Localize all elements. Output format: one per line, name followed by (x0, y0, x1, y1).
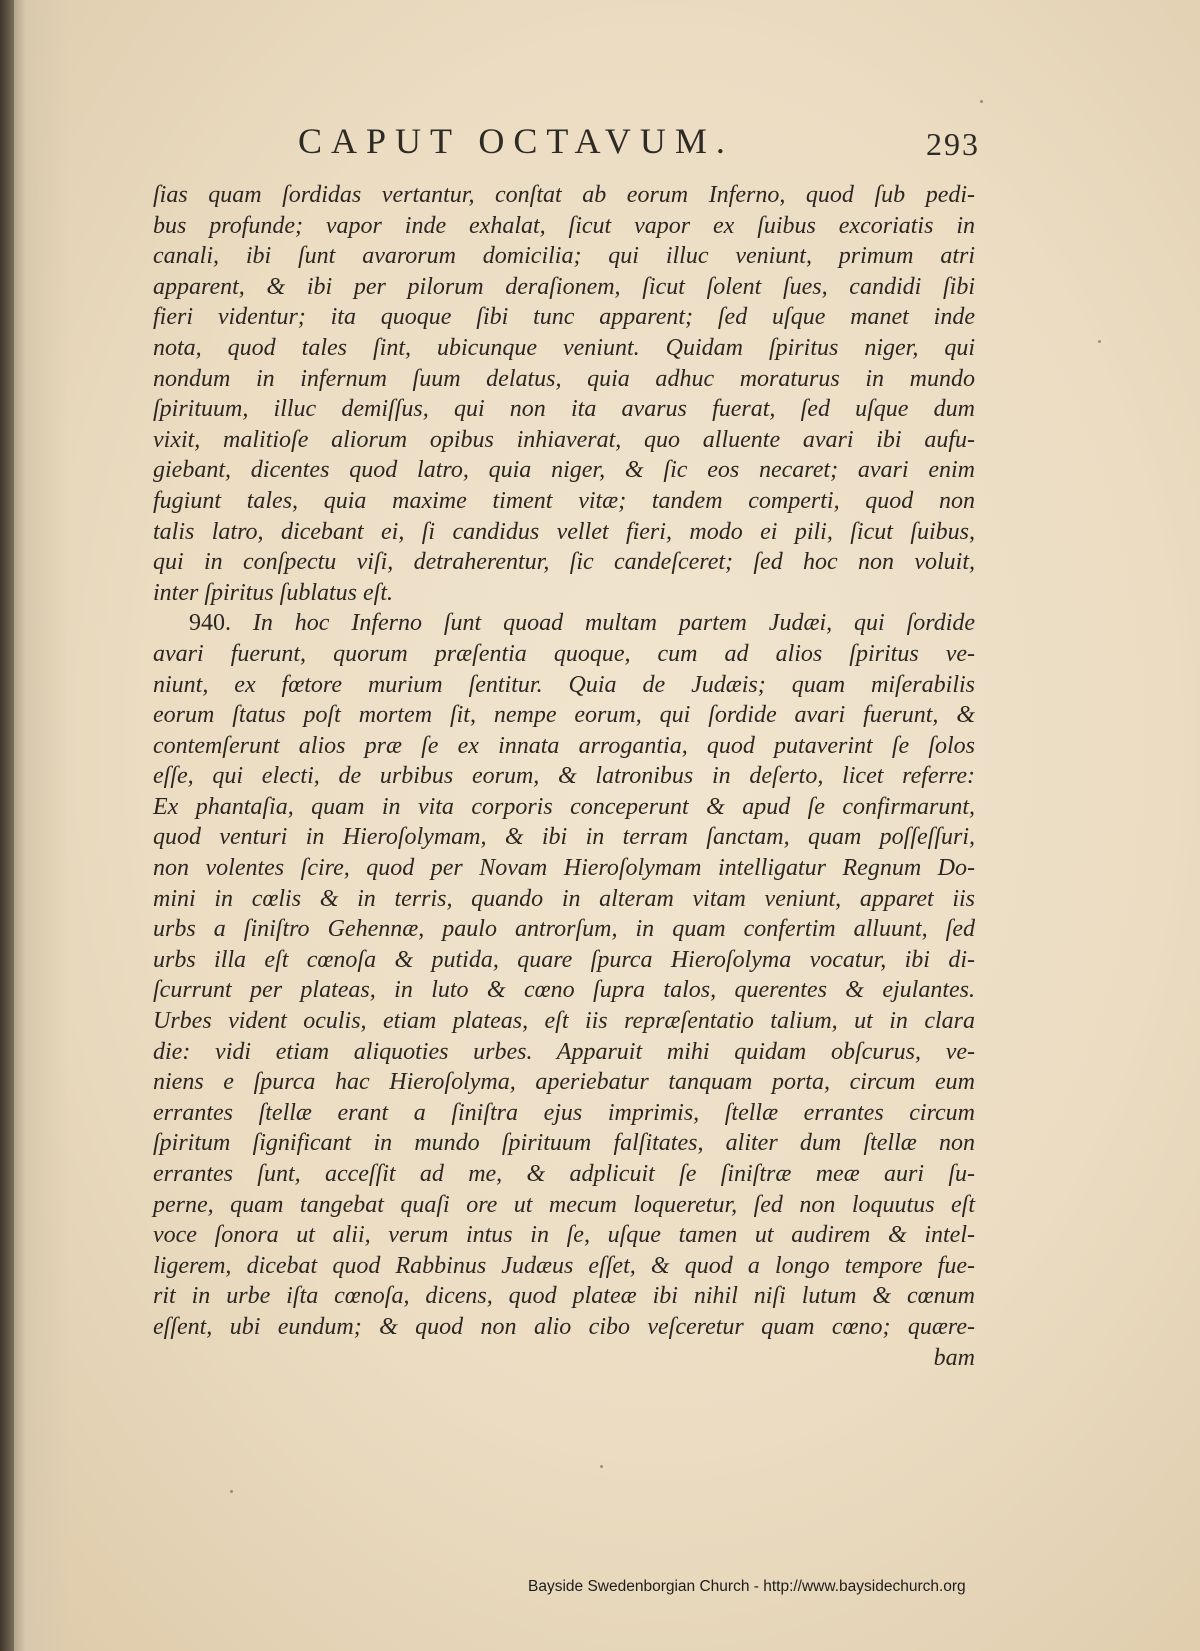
text-line: urbs a ſiniſtro Gehennæ, paulo antrorſum, in quam confertim alluunt, ſed (153, 916, 975, 943)
text-line: fugiunt tales, quia maxime timent vitæ; tandem comperti, quod non (153, 487, 975, 514)
paragraph-number: 940. (189, 610, 231, 637)
text-line: ſcurrunt per plateas, in luto & cœno ſupra talos, querentes & ejulantes. (153, 977, 975, 1004)
text-line: eſſent, ubi eundum; & quod non alio cibo veſceretur quam cœno; quære- (153, 1313, 975, 1340)
text-line: quod venturi in Hieroſolymam, & ibi in terram ſanctam, quam poſſeſſuri, (153, 824, 975, 851)
text-line: ſias quam ſordidas vertantur, conſtat ab eorum Inferno, quod ſub pedi- (153, 182, 975, 208)
page-number: 293 (926, 126, 980, 162)
text-line: non volentes ſcire, quod per Novam Hieroſolymam intelligatur Regnum Do- (153, 855, 975, 882)
paper-speck (1098, 340, 1101, 343)
text-line: perne, quam tangebat quaſi ore ut mecum loqueretur, ſed non loquutus eſt (153, 1191, 975, 1218)
text-line: qui in conſpectu viſi, detraherentur, ſic candeſceret; ſed hoc non voluit, (153, 549, 975, 576)
text-line: eſſe, qui electi, de urbibus eorum, & latronibus in deſerto, licet referre: (153, 763, 975, 790)
text-line: ſpirituum, illuc demiſſus, qui non ita avarus fuerat, ſed uſque dum (153, 396, 975, 423)
text-line: In hoc Inferno ſunt quoad multam partem Judæi, qui ſordide (252, 610, 976, 637)
text-line: bus profunde; vapor inde exhalat, ſicut vapor ex ſuibus excoriatis in (153, 212, 975, 239)
text-line: ligerem, dicebat quod Rabbinus Judæus eſſet, & quod a longo tempore fue- (153, 1252, 975, 1279)
paper-speck (980, 100, 983, 103)
text-line: rit in urbe iſta cœnoſa, dicens, quod plateæ ibi nihil niſi lutum & cœnum (153, 1283, 975, 1310)
running-head (150, 120, 980, 172)
text-line: mini in cœlis & in terris, quando in alteram vitam veniunt, apparet iis (153, 885, 975, 912)
paragraph-start-line (153, 608, 975, 639)
text-line: eorum ſtatus poſt mortem ſit, nempe eorum, qui ſordide avari fuerunt, & (153, 702, 975, 729)
text-line: urbs illa eſt cœnoſa & putida, quare ſpurca Hieroſolyma vocatur, ibi di- (153, 946, 975, 973)
text-line: Urbes vident oculis, etiam plateas, eſt iis repræſentatio talium, ut in clara (153, 1008, 975, 1035)
text-line: talis latro, dicebant ei, ſi candidus vellet fieri, modo ei pili, ſicut ſuibus, (153, 518, 975, 545)
catchword: bam (933, 1344, 975, 1371)
text-line: canali, ibi ſunt avarorum domicilia; qui illuc veniunt, primum atri (153, 243, 975, 270)
text-line: giebant, dicentes quod latro, quia niger, & ſic eos necaret; avari enim (153, 457, 975, 484)
paper-speck (230, 1490, 233, 1493)
text-line: vixit, malitioſe aliorum opibus inhiaverat, quo alluente avari ibi aufu- (153, 426, 975, 453)
text-line: die: vidi etiam aliquoties urbes. Apparuit mihi quidam obſcurus, ve- (153, 1038, 975, 1065)
text-line: contemſerunt alios præ ſe ex innata arrogantia, quod putaverint ſe ſolos (153, 732, 975, 759)
text-line: errantes ſunt, acceſſit ad me, & adplicuit ſe ſiniſtræ meæ auri ſu- (153, 1161, 975, 1187)
footer-credit-link[interactable]: Bayside Swedenborgian Church - http://www.baysidechurch.org (528, 1578, 966, 1595)
text-line: nondum in infernum ſuum delatus, quia adhuc moraturus in mundo (153, 365, 975, 392)
text-line: fieri videntur; ita quoque ſibi tunc apparent; ſed uſque manet inde (153, 304, 975, 331)
text-line: niunt, ex fœtore murium ſentitur. Quia de Judæis; quam miſerabilis (153, 671, 975, 698)
text-line: errantes ſtellæ erant a ſiniſtra ejus imprimis, ſtellæ errantes circum (153, 1099, 975, 1126)
paper-speck (600, 1465, 603, 1468)
page-gutter-shadow (0, 0, 14, 1651)
text-line: voce ſonora ut alii, verum intus in ſe, uſque tamen ut audirem & intel- (153, 1222, 975, 1249)
text-line: ſpiritum ſignificant in mundo ſpirituum falſitates, aliter dum ſtellæ non (153, 1130, 975, 1157)
text-line: apparent, & ibi per pilorum deraſionem, ſicut ſolent ſues, candidi ſibi (153, 273, 975, 300)
text-line: inter ſpiritus ſublatus eſt. (153, 579, 394, 606)
text-line: nota, quod tales ſint, ubicunque veniunt. Quidam ſpiritus niger, qui (153, 334, 975, 361)
text-line: Ex phantaſia, quam in vita corporis conceperunt & apud ſe confirmarunt, (153, 793, 975, 820)
text-line: niens e ſpurca hac Hieroſolyma, aperiebatur tanquam porta, circum eum (153, 1069, 975, 1096)
body-text (153, 180, 975, 1373)
text-line: avari fuerunt, quorum præſentia quoque, cum ad alios ſpiritus ve- (153, 640, 975, 667)
chapter-title: CAPUT OCTAVUM. (298, 121, 734, 161)
